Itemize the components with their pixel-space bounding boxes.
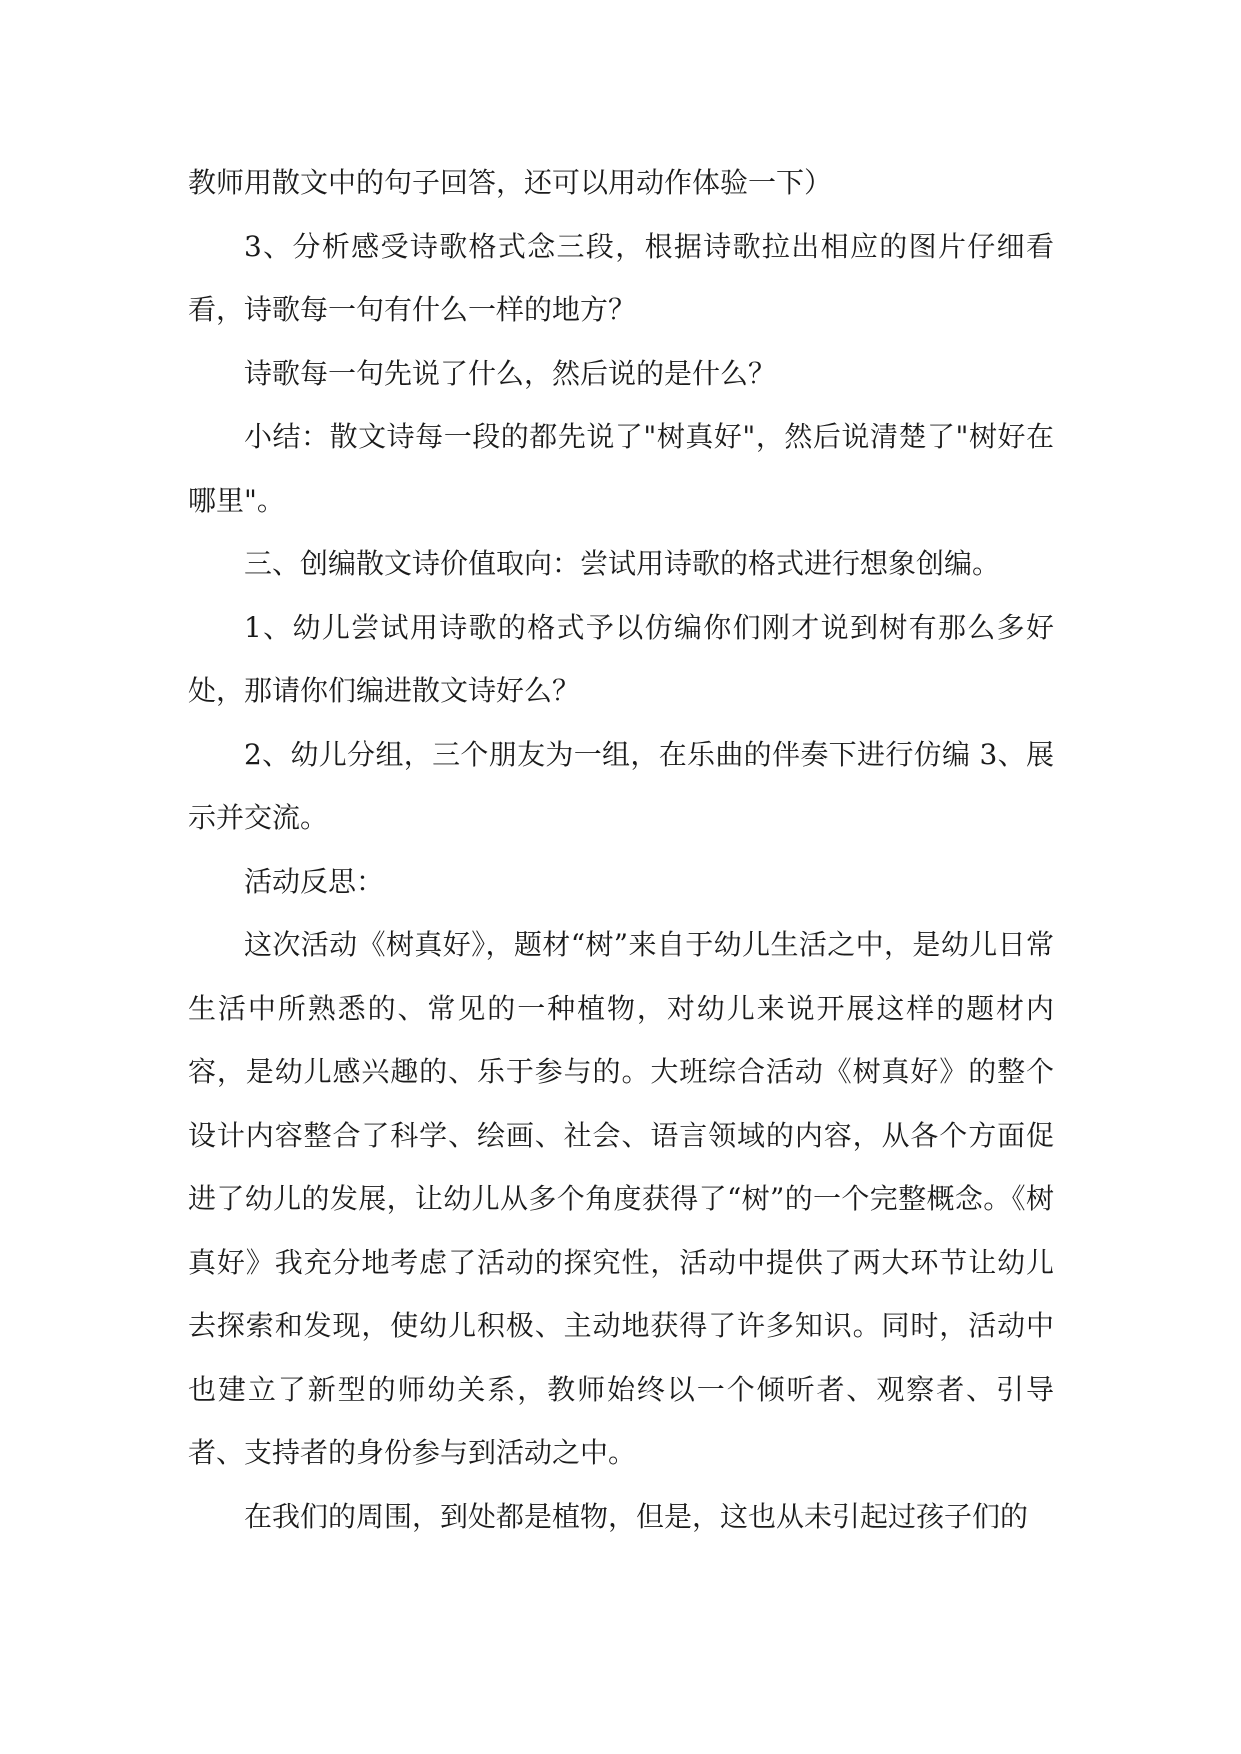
- paragraph-4: 小结：散文诗每一段的都先说了"树真好"，然后说清楚了"树好在哪里"。: [188, 420, 1054, 517]
- paragraph-8: 活动反思：: [244, 864, 385, 898]
- paragraph-2: 3、分析感受诗歌格式念三段，根据诗歌拉出相应的图片仔细看看，诗歌每一句有什么一样的地方？: [188, 229, 1054, 326]
- paragraph-3: 诗歌每一句先说了什么，然后说的是什么？: [244, 356, 777, 390]
- paragraph-7: 2、幼儿分组，三个朋友为一组，在乐曲的伴奏下进行仿编 3、展示并交流。: [188, 737, 1054, 834]
- paragraph-10: 在我们的周围，到处都是植物，但是，这也从未引起过孩子们的: [244, 1499, 1029, 1533]
- paragraph-1: 教师用散文中的句子回答，还可以用动作体验一下）: [188, 166, 833, 199]
- paragraph-9: 这次活动《树真好》，题材“树”来自于幼儿生活之中，是幼儿日常生活中所熟悉的、常见的一种植物，对幼儿来说开展这样的题材内容，是幼儿感兴趣的、乐于参与的。大班综合活动《树真好》的整个设计内容整合了科学、绘画、社会、语言领域的内容，从各个方面促进了幼儿的发展，让幼儿从多个角度获得了“树”的一个完整概念。《树真好》我充分地考虑了活动的探究性，活动中提供了两大环节让幼儿去探索和发现，使幼儿积极、主动地获得了许多知识。同时，活动中也建立了新型的师幼关系，教师始终以一个倾听者、观察者、引导者、支持者的身份参与到活动之中。: [188, 928, 1054, 1469]
- document-body: [188, 151, 1054, 1548]
- paragraph-6: 1、幼儿尝试用诗歌的格式予以仿编你们刚才说到树有那么多好处，那请你们编进散文诗好么？: [188, 610, 1054, 707]
- paragraph-5: 三、创编散文诗价值取向：尝试用诗歌的格式进行想象创编。: [244, 547, 1001, 580]
